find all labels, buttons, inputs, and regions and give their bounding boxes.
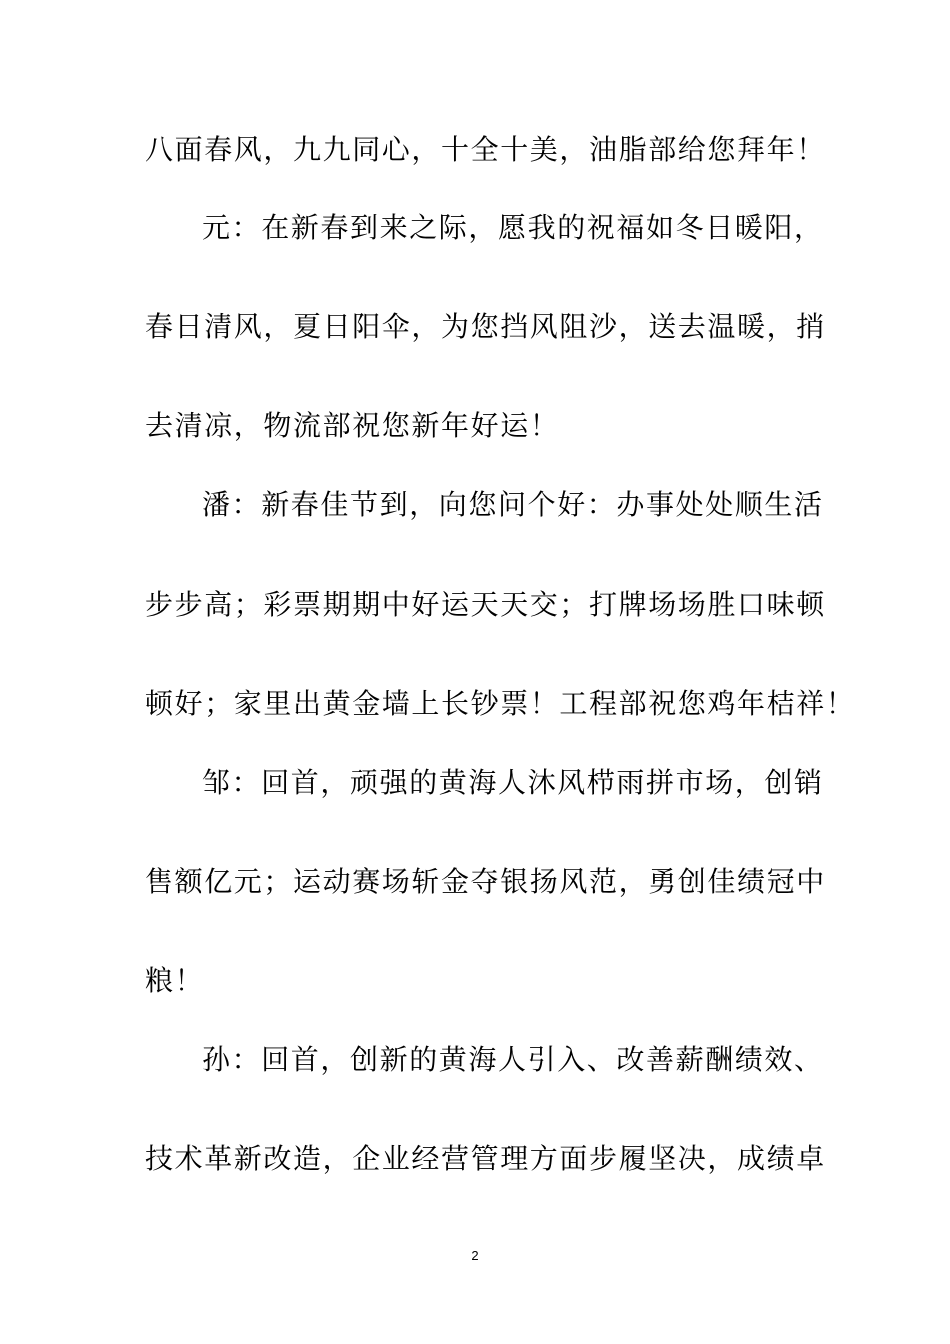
text-line-9: 售额亿元；运动赛场斩金夺银扬风范，勇创佳绩冠中 [145,865,826,898]
text-line-4: 去清凉，物流部祝您新年好运！ [145,409,560,442]
text-line-1: 八面春风，九九同心，十全十美，油脂部给您拜年！ [145,133,826,166]
text-line-7: 顿好；家里出黄金墙上长钞票！工程部祝您鸡年桔祥！ [145,687,856,720]
text-line-6: 步步高；彩票期期中好运天天交；打牌场场胜口味顿 [145,588,826,621]
text-line-5: 潘：新春佳节到，向您问个好：办事处处顺生活 [202,488,824,521]
text-line-2: 元：在新春到来之际，愿我的祝福如冬日暖阳， [202,211,824,244]
text-line-8: 邹：回首，顽强的黄海人沐风栉雨拼市场，创销 [202,766,824,799]
text-line-10: 粮！ [145,964,205,997]
text-line-11: 孙：回首，创新的黄海人引入、改善薪酬绩效、 [202,1043,824,1076]
text-line-3: 春日清风，夏日阳伞，为您挡风阻沙，送去温暖，捎 [145,310,826,343]
text-line-12: 技术革新改造，企业经营管理方面步履坚决，成绩卓 [145,1142,826,1175]
page-number: 2 [471,1248,479,1263]
